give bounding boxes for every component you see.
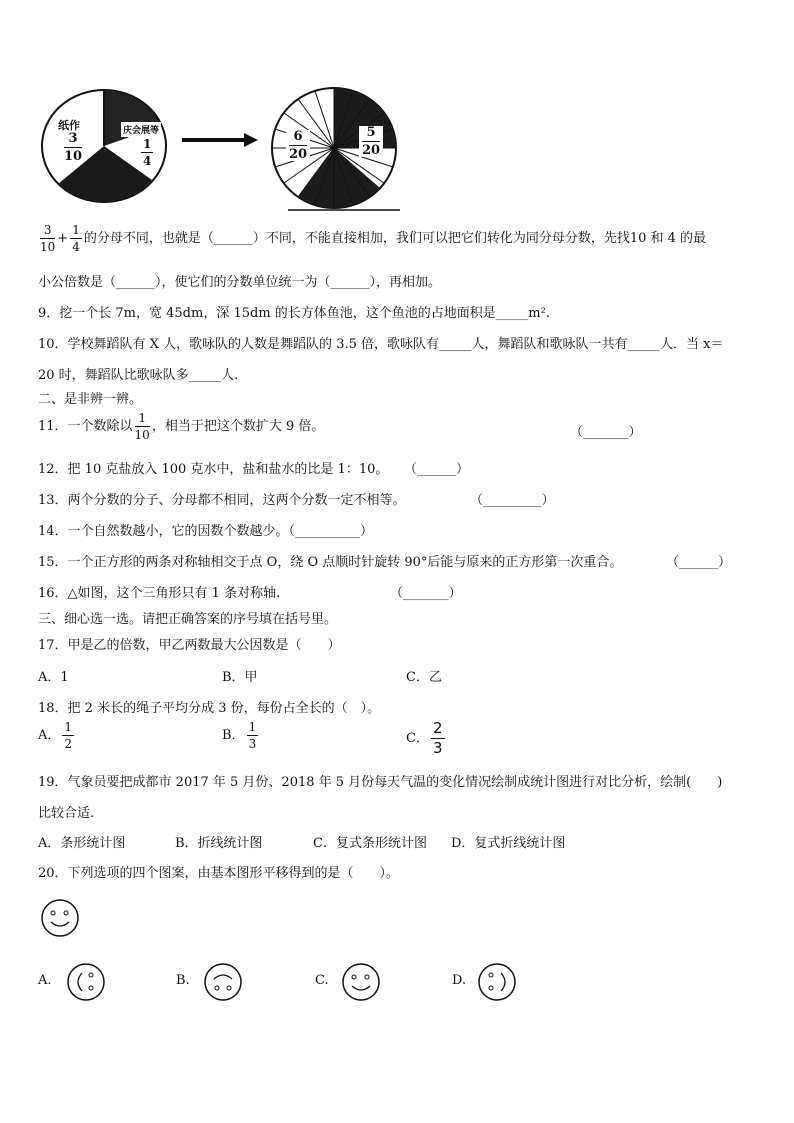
- q17-option-b[interactable]: B．甲: [222, 670, 258, 685]
- q13-answer-blank[interactable]: （_________）: [470, 493, 555, 508]
- left-pie-label-1: 纸作: [58, 119, 80, 132]
- q20-option-d-label[interactable]: D.: [452, 973, 467, 988]
- q12-answer-blank[interactable]: （______）: [404, 462, 470, 477]
- q17-option-a[interactable]: A．1: [38, 670, 69, 685]
- q13-text: 13．两个分数的分子、分母都不相同，这两个分数一定不相等。: [38, 493, 406, 508]
- q15-answer-blank[interactable]: （______）: [666, 555, 732, 570]
- q20-text: 20．下列选项的四个图案，由基本图形平移得到的是（ ）。: [38, 866, 400, 881]
- q12-text: 12．把 10 克盐放入 100 克水中，盐和盐水的比是 1：10。: [38, 462, 389, 477]
- q18-text: 18．把 2 米长的绳子平均分成 3 份，每份占全长的（ ）。: [38, 701, 381, 716]
- q14-text: 14．一个自然数越小，它的因数个数越少。（__________）: [38, 524, 374, 539]
- q19-line-2: 比较合适.: [38, 806, 95, 821]
- smiley-face-icon: [40, 898, 80, 938]
- section-3-heading: 三、细心选一选。请把正确答案的序号填在括号里。: [38, 612, 338, 627]
- q18-option-b[interactable]: B． $\frac{1}{3}$: [222, 720, 257, 751]
- right-pie-fraction-1: $\frac{6}{20}$: [286, 130, 310, 161]
- q17-option-c[interactable]: C．乙: [406, 670, 442, 685]
- q19-option-c[interactable]: C．复式条形统计图: [313, 836, 427, 851]
- q8-line-1: $\frac{3}{10}$ + $\frac{1}{4}$ 的分母不同，也就是（______）不同，不能直接相加，我们可以把它们转化为同分母分数，先找10 和 4 的最: [40, 223, 707, 254]
- q11-text: 11．一个数除以 $\frac{1}{10}$ ，相当于把这个数扩大 9 倍。: [38, 411, 325, 442]
- q20-option-a-label[interactable]: A.: [38, 973, 52, 988]
- upside-down-smiley-icon[interactable]: [203, 962, 243, 1002]
- q8-line-2: 小公倍数是（______），使它们的分数单位统一为（______），再相加。: [38, 275, 442, 290]
- arrow-right-icon: [182, 131, 260, 149]
- q18-option-a[interactable]: A． $\frac{1}{2}$: [38, 720, 73, 751]
- q19-line-1: 19．气象员要把成都市 2017 年 5 月份、2018 年 5 月份每天气温的变化情况绘制成统计图进行对比分析，绘制( ): [38, 775, 723, 790]
- rotated-smiley-left-icon[interactable]: [66, 962, 106, 1002]
- q11-answer-blank[interactable]: （_______）: [570, 425, 642, 440]
- q16-text: 16．△如图，这个三角形只有 1 条对称轴.: [38, 586, 281, 601]
- q10-line-2: 20 时，舞蹈队比歌咏队多_____人.: [38, 368, 239, 383]
- q19-option-d[interactable]: D．复式折线统计图: [451, 836, 566, 851]
- left-pie-fraction-1: $\frac{3}{10}$: [64, 131, 83, 164]
- q16-answer-blank[interactable]: （_______）: [390, 586, 462, 601]
- right-pie-fraction-2: $\frac{5}{20}$: [359, 126, 383, 157]
- q15-text: 15．一个正方形的两条对称轴相交于点 O，绕 O 点顺时针旋转 90°后能与原来的正方形第一次重合。: [38, 555, 623, 570]
- section-2-heading: 二、是非辨一辨。: [38, 392, 143, 407]
- left-pie-label-2: 庆会展等: [121, 122, 161, 137]
- left-pie-fraction-2: $\frac{1}{4}$: [139, 138, 155, 167]
- q18-option-c[interactable]: C． $\frac{2}{3}$: [406, 719, 443, 757]
- q10-line-1: 10．学校舞蹈队有 X 人，歌咏队的人数是舞蹈队的 3.5 倍，歌咏队有_____人，舞蹈队和歌咏队一共有_____人．当 x＝: [38, 337, 724, 352]
- rotated-smiley-right-icon[interactable]: [477, 962, 517, 1002]
- translated-smiley-icon[interactable]: [341, 962, 381, 1002]
- q17-text: 17．甲是乙的倍数，甲乙两数最大公因数是（ ）: [38, 638, 341, 653]
- q19-option-b[interactable]: B．折线统计图: [175, 836, 263, 851]
- q20-option-c-label[interactable]: C.: [315, 973, 329, 988]
- q19-option-a[interactable]: A．条形统计图: [38, 836, 126, 851]
- q20-option-b-label[interactable]: B.: [176, 973, 190, 988]
- q9-text: 9．挖一个长 7m，宽 45dm，深 15dm 的长方体鱼池，这个鱼池的占地面积是_____m².: [38, 306, 550, 321]
